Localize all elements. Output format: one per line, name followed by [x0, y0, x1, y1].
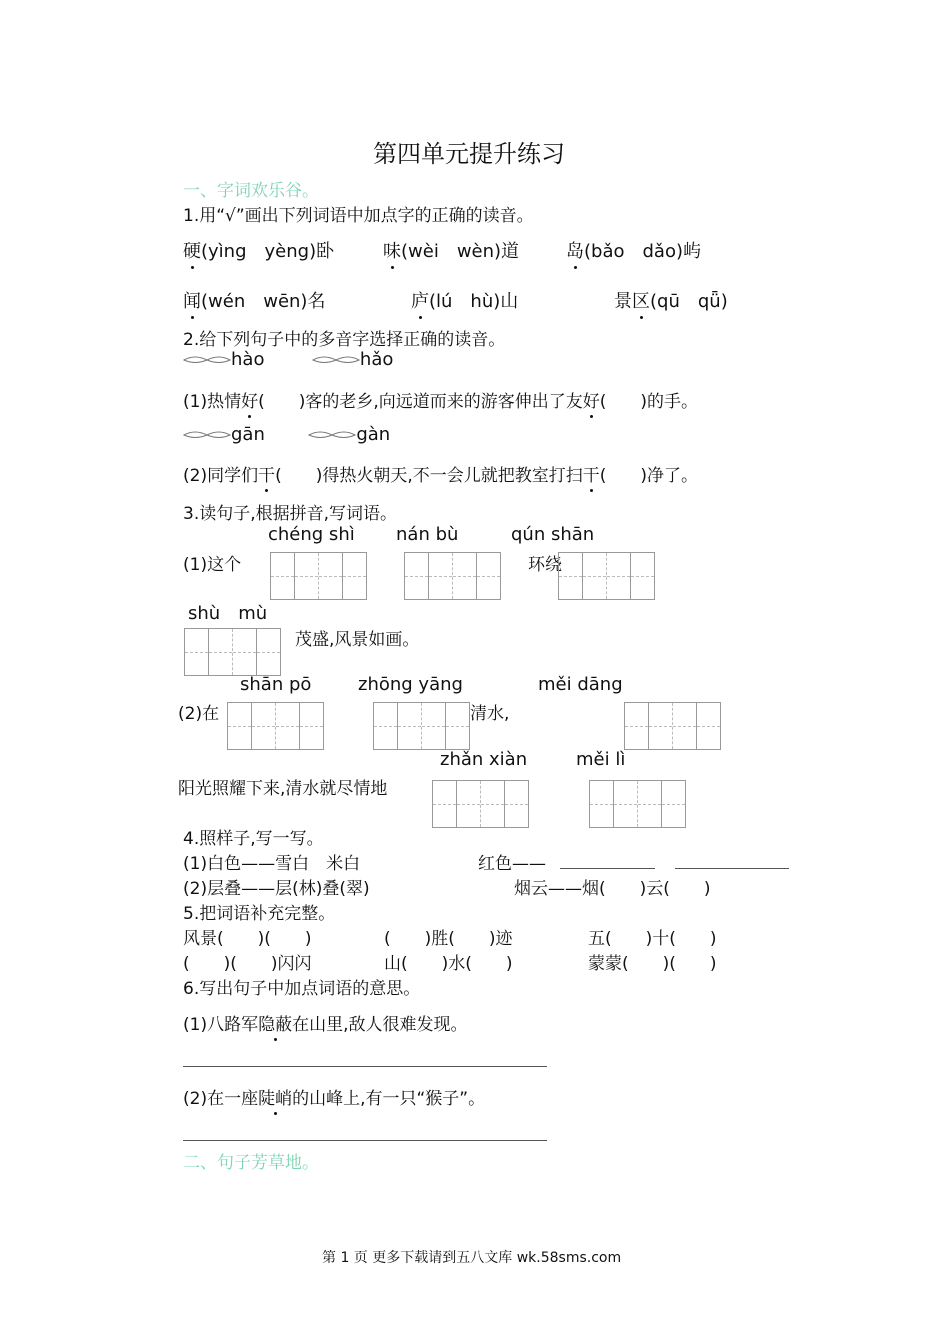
q5-item[interactable]: ( )胜( )迹	[384, 929, 513, 949]
answer-line[interactable]	[560, 868, 655, 869]
q5-item[interactable]: ( )( )闪闪	[183, 954, 312, 974]
leaf-icon	[183, 355, 231, 365]
q1-item-2[interactable]: 味(wèi wèn)道	[383, 237, 519, 263]
answer-line[interactable]	[675, 868, 789, 869]
q6-label: 6.写出句子中加点词语的意思。	[183, 979, 421, 999]
writing-grid-3[interactable]	[558, 552, 655, 600]
section-heading-2: 二、句子芳草地。	[183, 1153, 319, 1173]
q5-item[interactable]: 五( )十( )	[588, 929, 717, 949]
q2-options-1: hào hǎo	[183, 349, 393, 370]
q4-label: 4.照样子,写一写。	[183, 829, 324, 849]
q6-sentence-1: (1)八路军隐蔽在山里,敌人很难发现。	[183, 1010, 468, 1035]
q3-pinyin-3: qún shān	[511, 524, 595, 545]
answer-line[interactable]	[183, 1140, 547, 1141]
writing-grid-7[interactable]	[624, 702, 721, 750]
q5-item[interactable]: 风景( )( )	[183, 929, 312, 949]
q3-pinyin-6: zhōng yāng	[358, 674, 463, 695]
q3-s1-start: (1)这个	[183, 555, 242, 575]
leaf-icon	[312, 355, 360, 365]
q3-pinyin-8: zhǎn xiàn	[440, 749, 528, 770]
q5-label: 5.把词语补充完整。	[183, 904, 336, 924]
q4-row-2-task: 烟云——烟( )云( )	[514, 879, 711, 899]
q1-item-5[interactable]: 庐(lú hù)山	[411, 287, 518, 313]
section-heading-1: 一、字词欢乐谷。	[183, 181, 319, 201]
page-footer: 第 1 页 更多下载请到五八文库 wk.58sms.com	[322, 1250, 622, 1266]
q3-s2-start: (2)在	[178, 704, 220, 724]
writing-grid-8[interactable]	[432, 780, 529, 828]
q3-pinyin-2: nán bù	[396, 524, 459, 545]
q3-label: 3.读句子,根据拼音,写词语。	[183, 504, 398, 524]
q1-item-6[interactable]: 景区(qū qǖ)	[614, 287, 728, 313]
q2-options-2: gān gàn	[183, 424, 390, 445]
answer-line[interactable]	[183, 1066, 547, 1067]
q3-pinyin-5: shān pō	[240, 674, 312, 695]
q3-pinyin-1: chéng shì	[268, 524, 355, 545]
q2-sentence-2: (2)同学们干( )得热火朝天,不一会儿就把教室打扫干( )净了。	[183, 461, 698, 486]
writing-grid-4[interactable]	[184, 628, 281, 676]
q3-pinyin-4: shù mù	[188, 603, 268, 624]
q1-item-4[interactable]: 闻(wén wēn)名	[183, 287, 325, 313]
q1-label: 1.用“√”画出下列词语中加点字的正确的读音。	[183, 206, 534, 226]
q5-item[interactable]: 蒙蒙( )( )	[588, 954, 717, 974]
q1-item-3[interactable]: 岛(bǎo dǎo)屿	[566, 237, 701, 263]
q3-pinyin-9: měi lì	[576, 749, 626, 770]
leaf-icon	[308, 430, 356, 440]
q3-s1-end: 茂盛,风景如画。	[295, 630, 420, 650]
q3-s2-end: 阳光照耀下来,清水就尽情地	[178, 779, 388, 799]
writing-grid-6[interactable]	[373, 702, 470, 750]
q2-label: 2.给下列句子中的多音字选择正确的读音。	[183, 330, 506, 350]
q3-pinyin-7: měi dāng	[538, 674, 623, 695]
q2-sentence-1: (1)热情好( )客的老乡,向远道而来的游客伸出了友好( )的手。	[183, 387, 698, 412]
q4-row-1-example: (1)白色——雪白 米白	[183, 854, 361, 874]
leaf-icon	[183, 430, 231, 440]
writing-grid-9[interactable]	[589, 780, 686, 828]
writing-grid-5[interactable]	[227, 702, 324, 750]
q5-item[interactable]: 山( )水( )	[384, 954, 513, 974]
q3-s2-mid: 清水,	[470, 704, 510, 724]
q1-item-1[interactable]: 硬(yìng yèng)卧	[183, 237, 334, 263]
writing-grid-1[interactable]	[270, 552, 367, 600]
page-title: 第四单元提升练习	[373, 140, 565, 168]
q3-s1-mid: 环绕	[528, 555, 562, 575]
q4-row-1-task: 红色——	[478, 854, 546, 874]
q6-sentence-2: (2)在一座陡峭的山峰上,有一只“猴子”。	[183, 1084, 485, 1109]
writing-grid-2[interactable]	[404, 552, 501, 600]
q4-row-2-example: (2)层叠——层(林)叠(翠)	[183, 879, 370, 899]
